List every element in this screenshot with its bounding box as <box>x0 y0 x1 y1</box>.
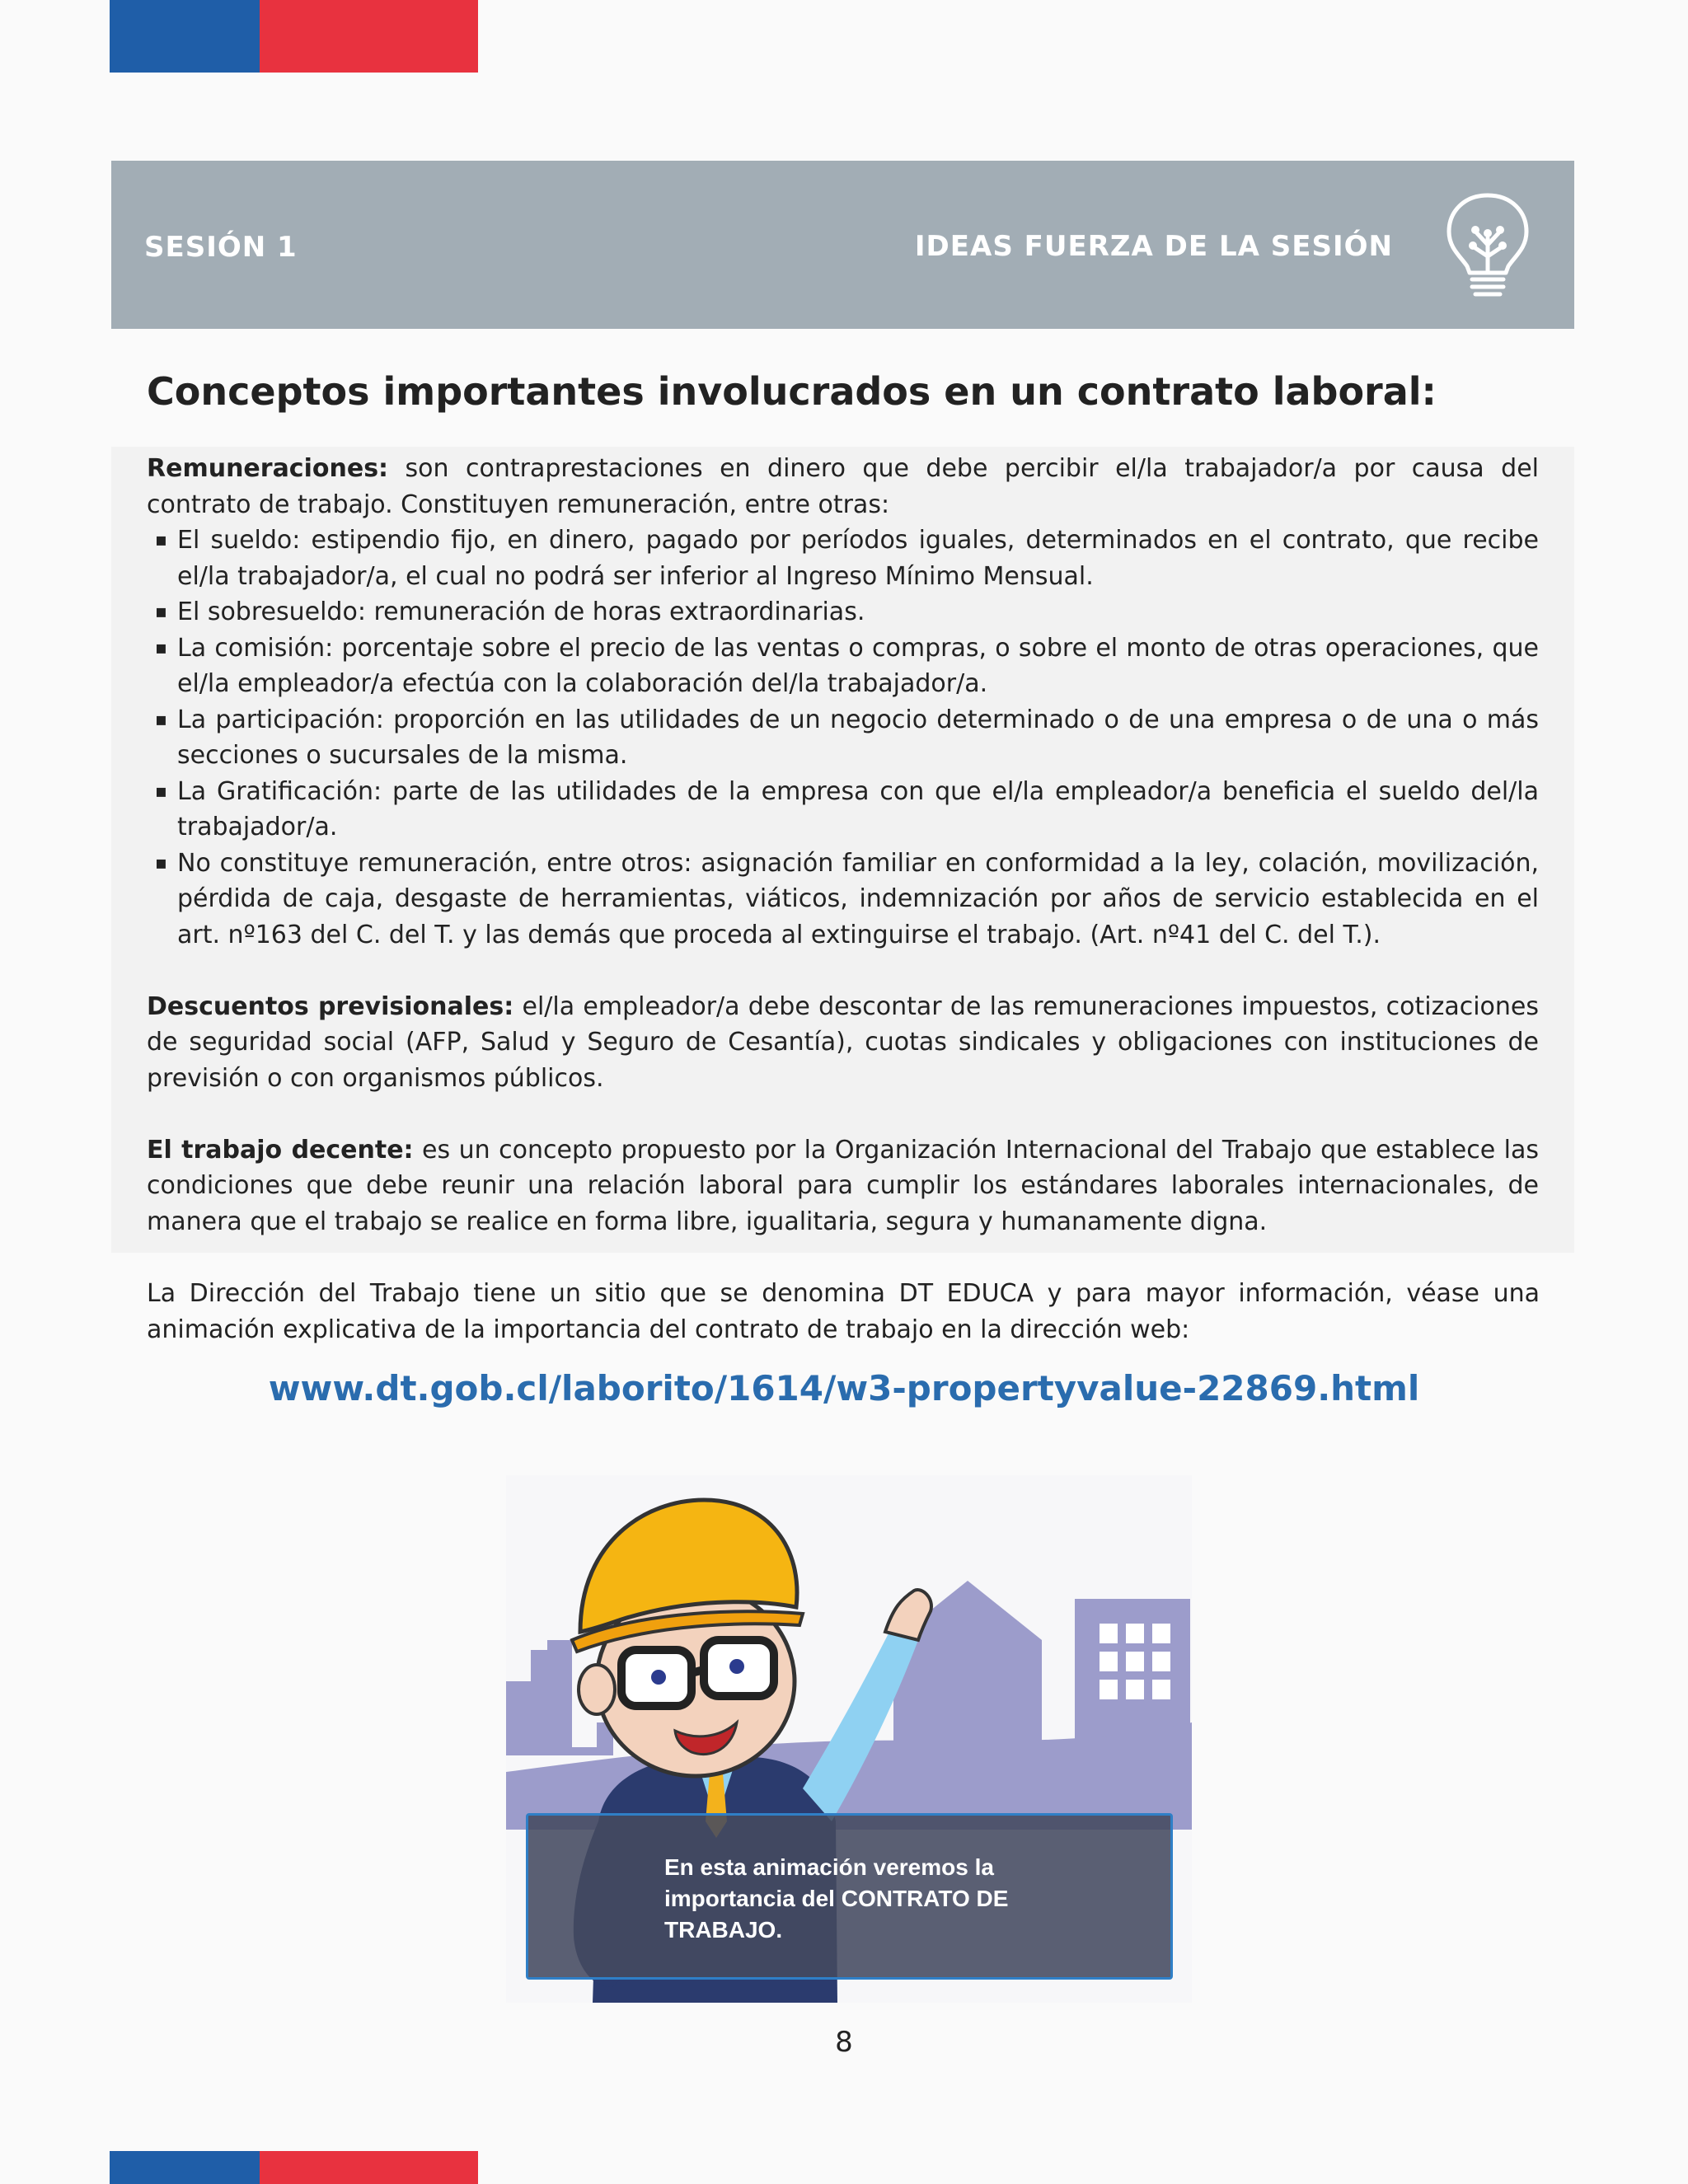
concepts-box <box>111 447 1574 1253</box>
descuentos-term: Descuentos previsionales: <box>147 991 514 1021</box>
remuneraciones-text: son contraprestaciones en dinero que debe percibir el/la trabajador/a por causa del contrato de trabajo. Constituyen remuneración, entre otras: <box>147 454 1539 519</box>
remuneraciones-list <box>147 523 1539 953</box>
list-item: ▪ La Gratificación: parte de las utilidades de la empresa con que el/la empleador/a beneficia el sueldo del/la trabajador/a. <box>147 774 1539 846</box>
lightbulb-icon <box>1442 190 1533 306</box>
dt-educa-link[interactable]: www.dt.gob.cl/laborito/1614/w3-propertyvalue-22869.html <box>268 1368 1420 1408</box>
list-item: ▪ El sueldo: estipendio fijo, en dinero, pagado por períodos iguales, determinados en el contrato, que recibe el/la trabajador/a, el cual no podrá ser inferior al Ingreso Mínimo Mensual. <box>147 523 1539 594</box>
trabajo-decente-paragraph <box>147 1132 1539 1240</box>
section-label: IDEAS FUERZA DE LA SESIÓN <box>914 230 1393 263</box>
flag-red-segment <box>260 2151 478 2184</box>
descuentos-paragraph <box>147 989 1539 1097</box>
list-item: ▪ No constituye remuneración, entre otros: asignación familiar en conformidad a la ley, colación, movilización, pérdida de caja, desgaste de herramientas, viáticos, indemnización por años de servicio establecida en el art. nº163 del C. del T. y las demás que proceda al extinguirse el trabajo. (Art. nº41 del C. del T.). <box>147 846 1539 954</box>
session-header <box>111 161 1574 329</box>
descuentos-text: el/la empleador/a debe descontar de las remuneraciones impuestos, cotizaciones de seguridad social (AFP, Salud y Seguro de Cesantía), cuotas sindicales y obligaciones con instituciones de previsión o con organismos públicos. <box>147 991 1539 1093</box>
trabajo-decente-term: El trabajo decente: <box>147 1135 414 1165</box>
flag-bar-top <box>110 0 478 73</box>
flag-red-segment <box>260 0 478 73</box>
trabajo-decente-text: es un concepto propuesto por la Organización Internacional del Trabajo que establece las condiciones que debe reunir una relación laboral para cumplir los estándares laborales internacionales, de manera que el trabajo se realice en forma libre, igualitaria, segura y humanamente digna. <box>147 1135 1539 1236</box>
remuneraciones-paragraph <box>147 451 1539 523</box>
animation-caption-box <box>526 1813 1173 1980</box>
animation-caption: En esta animación veremos la importancia del CONTRATO DE TRABAJO. <box>664 1854 1009 1943</box>
page-number: 8 <box>835 2026 853 2059</box>
list-item: ▪ La participación: proporción en las utilidades de un negocio determinado o de una empresa o de una o más secciones o sucursales de la misma. <box>147 702 1539 774</box>
list-item: ▪ El sobresueldo: remuneración de horas extraordinarias. <box>147 594 1539 630</box>
flag-blue-segment <box>110 2151 260 2184</box>
session-label: SESIÓN 1 <box>144 231 298 264</box>
page-title: Conceptos importantes involucrados en un contrato laboral: <box>147 369 1437 414</box>
flag-bar-bottom <box>110 2151 478 2184</box>
list-item: ▪ La comisión: porcentaje sobre el precio de las ventas o compras, o sobre el monto de otras operaciones, que el/la empleador/a efectúa con la colaboración del/la trabajador/a. <box>147 630 1539 702</box>
remuneraciones-term: Remuneraciones: <box>147 454 389 483</box>
dt-educa-info: La Dirección del Trabajo tiene un sitio que se denomina DT EDUCA y para mayor información, véase una animación explicativa de la importancia del contrato de trabajo en la dirección web: <box>147 1279 1540 1344</box>
flag-blue-segment <box>110 0 260 73</box>
